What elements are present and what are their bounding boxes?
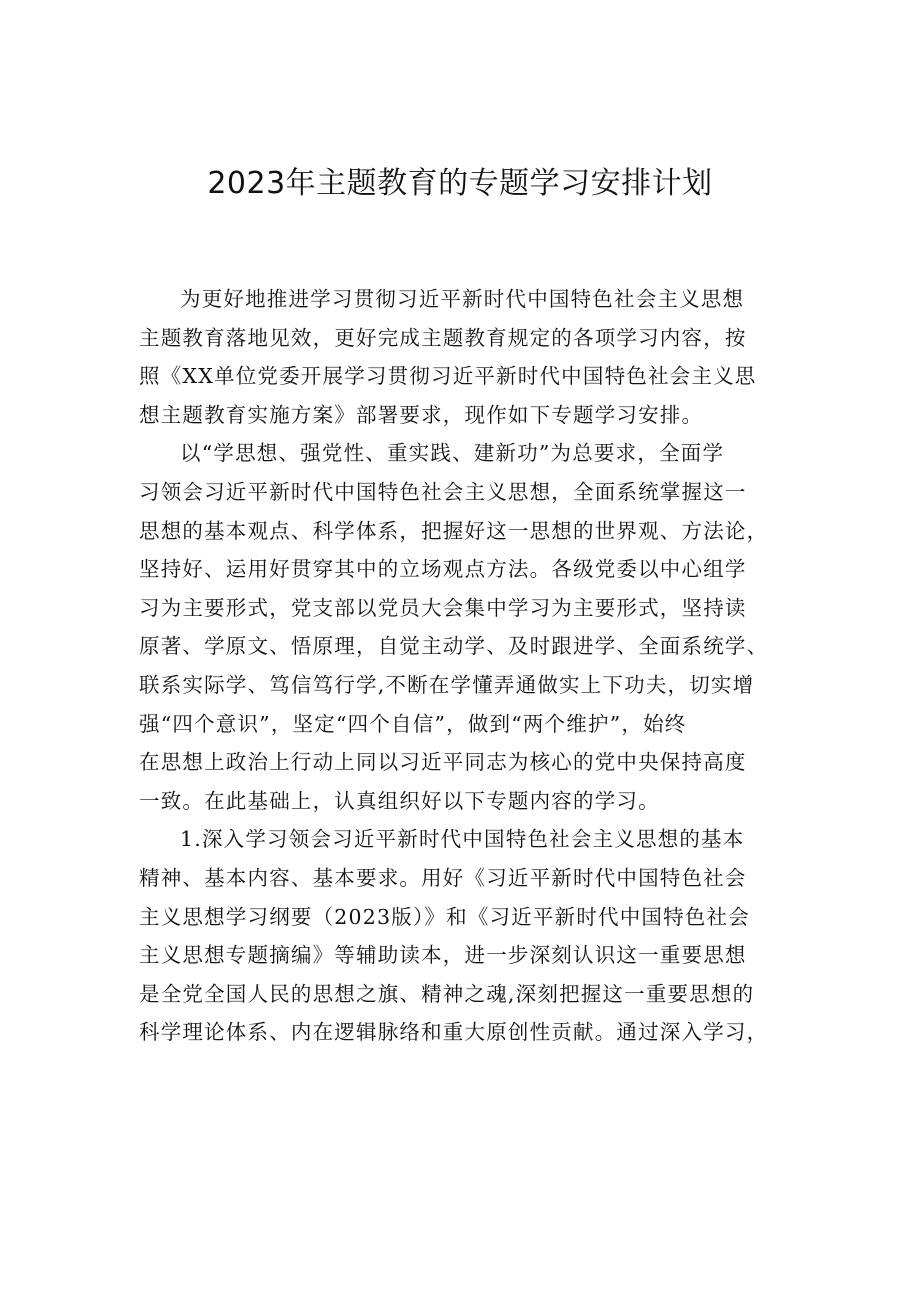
text-line: 照《XX单位党委开展学习贯彻习近平新时代中国特色社会主义思 <box>139 364 757 389</box>
text-line: 原著、学原文、悟原理，自觉主动学、及时跟进学、全面系统学、 <box>139 634 769 659</box>
text-line: 科学理论体系、内在逻辑脉络和重大原创性贡献。通过深入学习， <box>139 1020 769 1045</box>
text-line: 想主题教育实施方案》部署要求，现作如下专题学习安排。 <box>139 402 704 427</box>
paragraph-requirements <box>139 434 799 820</box>
text-line: 习领会习近平新时代中国特色社会主义思想，全面系统掌握这一 <box>139 479 747 504</box>
document-body <box>139 280 799 1052</box>
text-line: 主义思想专题摘编》等辅助读本，进一步深刻认识这一重要思想 <box>139 943 747 968</box>
text-line: 精神、基本内容、基本要求。用好《习近平新时代中国特色社会 <box>139 865 747 890</box>
text-line: 强“四个意识”，坚定“四个自信”，做到“两个维护”，始终 <box>139 711 687 736</box>
text-line: 思想的基本观点、科学体系，把握好这一思想的世界观、方法论， <box>139 518 769 543</box>
text-line: 是全党全国人民的思想之旗、精神之魂,深刻把握这一重要思想的 <box>139 981 755 1006</box>
text-line: 坚持好、运用好贯穿其中的立场观点方法。各级党委以中心组学 <box>139 557 747 582</box>
text-line: 联系实际学、笃信笃行学,不断在学懂弄通做实上下功夫，切实增 <box>139 672 755 697</box>
text-line: 主题教育落地见效，更好完成主题教育规定的各项学习内容，按 <box>139 325 747 350</box>
text-line: 在思想上政治上行动上同以习近平同志为核心的党中央保持高度 <box>139 750 747 775</box>
paragraph-item-1 <box>139 820 799 1052</box>
text-line: 主义思想学习纲要（2023版）》和《习近平新时代中国特色社会 <box>139 904 750 929</box>
text-line: 1.深入学习领会习近平新时代中国特色社会主义思想的基本 <box>180 827 745 852</box>
text-line: 以“学思想、强党性、重实践、建新功”为总要求，全面学 <box>180 441 725 466</box>
text-line: 一致。在此基础上，认真组织好以下专题内容的学习。 <box>139 788 660 813</box>
text-line: 为更好地推进学习贯彻习近平新时代中国特色社会主义思想 <box>180 287 745 311</box>
paragraph-intro <box>139 280 799 434</box>
text-line: 习为主要形式，党支部以党员大会集中学习为主要形式，坚持读 <box>139 595 747 620</box>
document-title: 2023年主题教育的专题学习安排计划 <box>207 166 713 201</box>
